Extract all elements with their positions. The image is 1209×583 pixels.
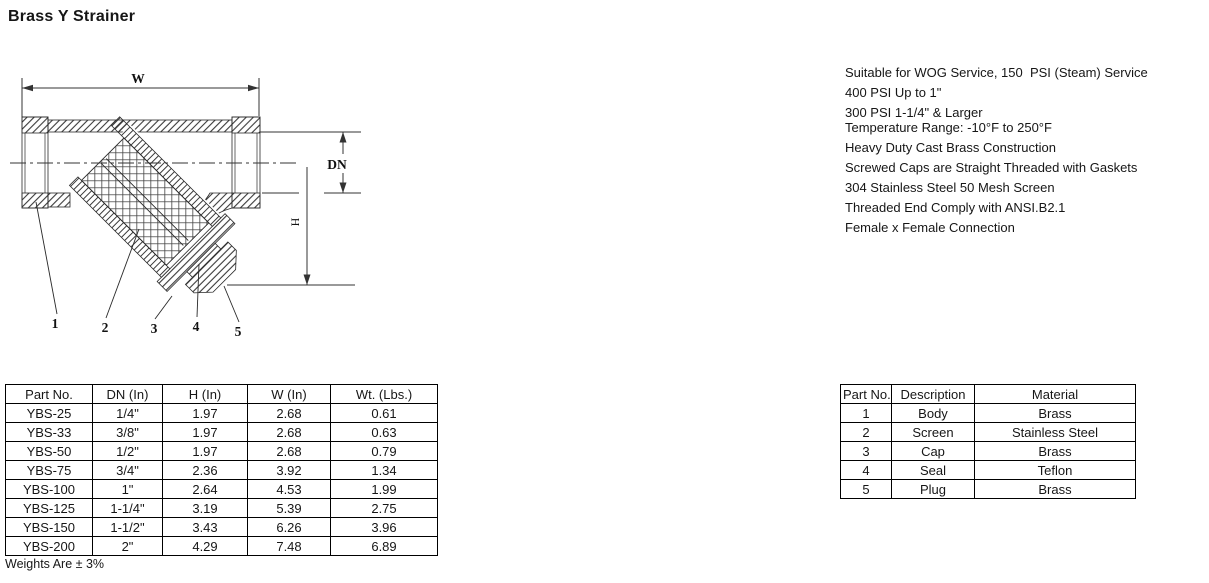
table-cell: YBS-50 <box>6 442 93 461</box>
table-cell: 1/2" <box>93 442 163 461</box>
table-cell: YBS-33 <box>6 423 93 442</box>
table-cell: 2.75 <box>331 499 438 518</box>
table-cell: 2.68 <box>248 423 331 442</box>
table-cell: 6.89 <box>331 537 438 556</box>
part-number-label: 3 <box>150 321 158 336</box>
dimension-label-w: W <box>131 71 145 86</box>
table-row <box>6 518 438 537</box>
table-row <box>6 537 438 556</box>
table-cell: Brass <box>975 442 1136 461</box>
feature-line: Suitable for WOG Service, 150 PSI (Steam) Service <box>845 65 1148 80</box>
table-cell: 3.92 <box>248 461 331 480</box>
table-cell: Body <box>892 404 975 423</box>
table-header-cell: Material <box>975 385 1136 404</box>
table-cell: 2.36 <box>163 461 248 480</box>
dimensions-table <box>5 384 438 556</box>
table-cell: 1/4" <box>93 404 163 423</box>
feature-line: Temperature Range: -10°F to 250°F <box>845 120 1052 135</box>
table-header-row <box>841 385 1136 404</box>
table-cell: Cap <box>892 442 975 461</box>
table-header-cell: Part No. <box>6 385 93 404</box>
table-cell: 5.39 <box>248 499 331 518</box>
table-cell: 2.68 <box>248 442 331 461</box>
table-cell: 1" <box>93 480 163 499</box>
table-header-cell: Description <box>892 385 975 404</box>
table-header-row <box>6 385 438 404</box>
table-cell: Stainless Steel <box>975 423 1136 442</box>
table-cell: 3/8" <box>93 423 163 442</box>
table-header-cell: W (In) <box>248 385 331 404</box>
feature-line: 304 Stainless Steel 50 Mesh Screen <box>845 180 1055 195</box>
table-cell: 1.99 <box>331 480 438 499</box>
page-title: Brass Y Strainer <box>8 8 136 25</box>
part-number-label: 4 <box>192 319 200 334</box>
dimension-label-dn: DN <box>327 157 347 172</box>
table-cell: 4.53 <box>248 480 331 499</box>
table-cell: 3 <box>841 442 892 461</box>
table-cell: 2 <box>841 423 892 442</box>
table-cell: 3.19 <box>163 499 248 518</box>
table-row <box>6 423 438 442</box>
table-cell: YBS-150 <box>6 518 93 537</box>
table-cell: YBS-125 <box>6 499 93 518</box>
table-cell: 2.64 <box>163 480 248 499</box>
table-row <box>6 480 438 499</box>
table-cell: YBS-75 <box>6 461 93 480</box>
table-cell: YBS-100 <box>6 480 93 499</box>
table-header-cell: DN (In) <box>93 385 163 404</box>
table-row <box>6 499 438 518</box>
table-cell: Brass <box>975 480 1136 499</box>
table-cell: 2" <box>93 537 163 556</box>
table-cell: Brass <box>975 404 1136 423</box>
dimension-label-h: H <box>288 217 302 227</box>
table-cell: YBS-200 <box>6 537 93 556</box>
table-row <box>841 442 1136 461</box>
table-row <box>841 461 1136 480</box>
table-row <box>841 423 1136 442</box>
table-cell: Seal <box>892 461 975 480</box>
table-cell: 1.34 <box>331 461 438 480</box>
table-row <box>841 404 1136 423</box>
part-number-label: 2 <box>101 320 109 335</box>
feature-line: Female x Female Connection <box>845 220 1015 235</box>
table-cell: 1.97 <box>163 423 248 442</box>
table-cell: 0.79 <box>331 442 438 461</box>
table-row <box>6 461 438 480</box>
table-cell: 4 <box>841 461 892 480</box>
part-number-label: 5 <box>234 324 242 339</box>
table-cell: 0.63 <box>331 423 438 442</box>
table-cell: 3.43 <box>163 518 248 537</box>
table-header-cell: Part No. <box>841 385 892 404</box>
table-cell: 3/4" <box>93 461 163 480</box>
table-header-cell: Wt. (Lbs.) <box>331 385 438 404</box>
feature-line: 400 PSI Up to 1" <box>845 85 942 100</box>
feature-line: Screwed Caps are Straight Threaded with Gaskets <box>845 160 1138 175</box>
table-row <box>6 442 438 461</box>
footnote: Weights Are ± 3% <box>5 557 105 571</box>
table-cell: Teflon <box>975 461 1136 480</box>
table-cell: 7.48 <box>248 537 331 556</box>
table-cell: Plug <box>892 480 975 499</box>
part-number-label: 1 <box>51 316 59 331</box>
table-row <box>841 480 1136 499</box>
table-header-cell: H (In) <box>163 385 248 404</box>
table-cell: 1.97 <box>163 404 248 423</box>
table-cell: 5 <box>841 480 892 499</box>
strainer-diagram <box>8 62 380 348</box>
table-cell: 6.26 <box>248 518 331 537</box>
table-cell: 4.29 <box>163 537 248 556</box>
table-cell: YBS-25 <box>6 404 93 423</box>
table-cell: 1 <box>841 404 892 423</box>
table-cell: Screen <box>892 423 975 442</box>
features-list <box>845 64 1148 239</box>
feature-line: Threaded End Comply with ANSI.B2.1 <box>845 200 1066 215</box>
table-cell: 1.97 <box>163 442 248 461</box>
strainer-branch <box>56 113 258 315</box>
materials-table <box>840 384 1136 499</box>
table-cell: 1-1/4" <box>93 499 163 518</box>
table-cell: 0.61 <box>331 404 438 423</box>
table-cell: 1-1/2" <box>93 518 163 537</box>
feature-line: Heavy Duty Cast Brass Construction <box>845 140 1056 155</box>
table-cell: 2.68 <box>248 404 331 423</box>
table-row <box>6 404 438 423</box>
table-cell: 3.96 <box>331 518 438 537</box>
feature-line: 300 PSI 1-1/4" & Larger <box>845 105 983 120</box>
